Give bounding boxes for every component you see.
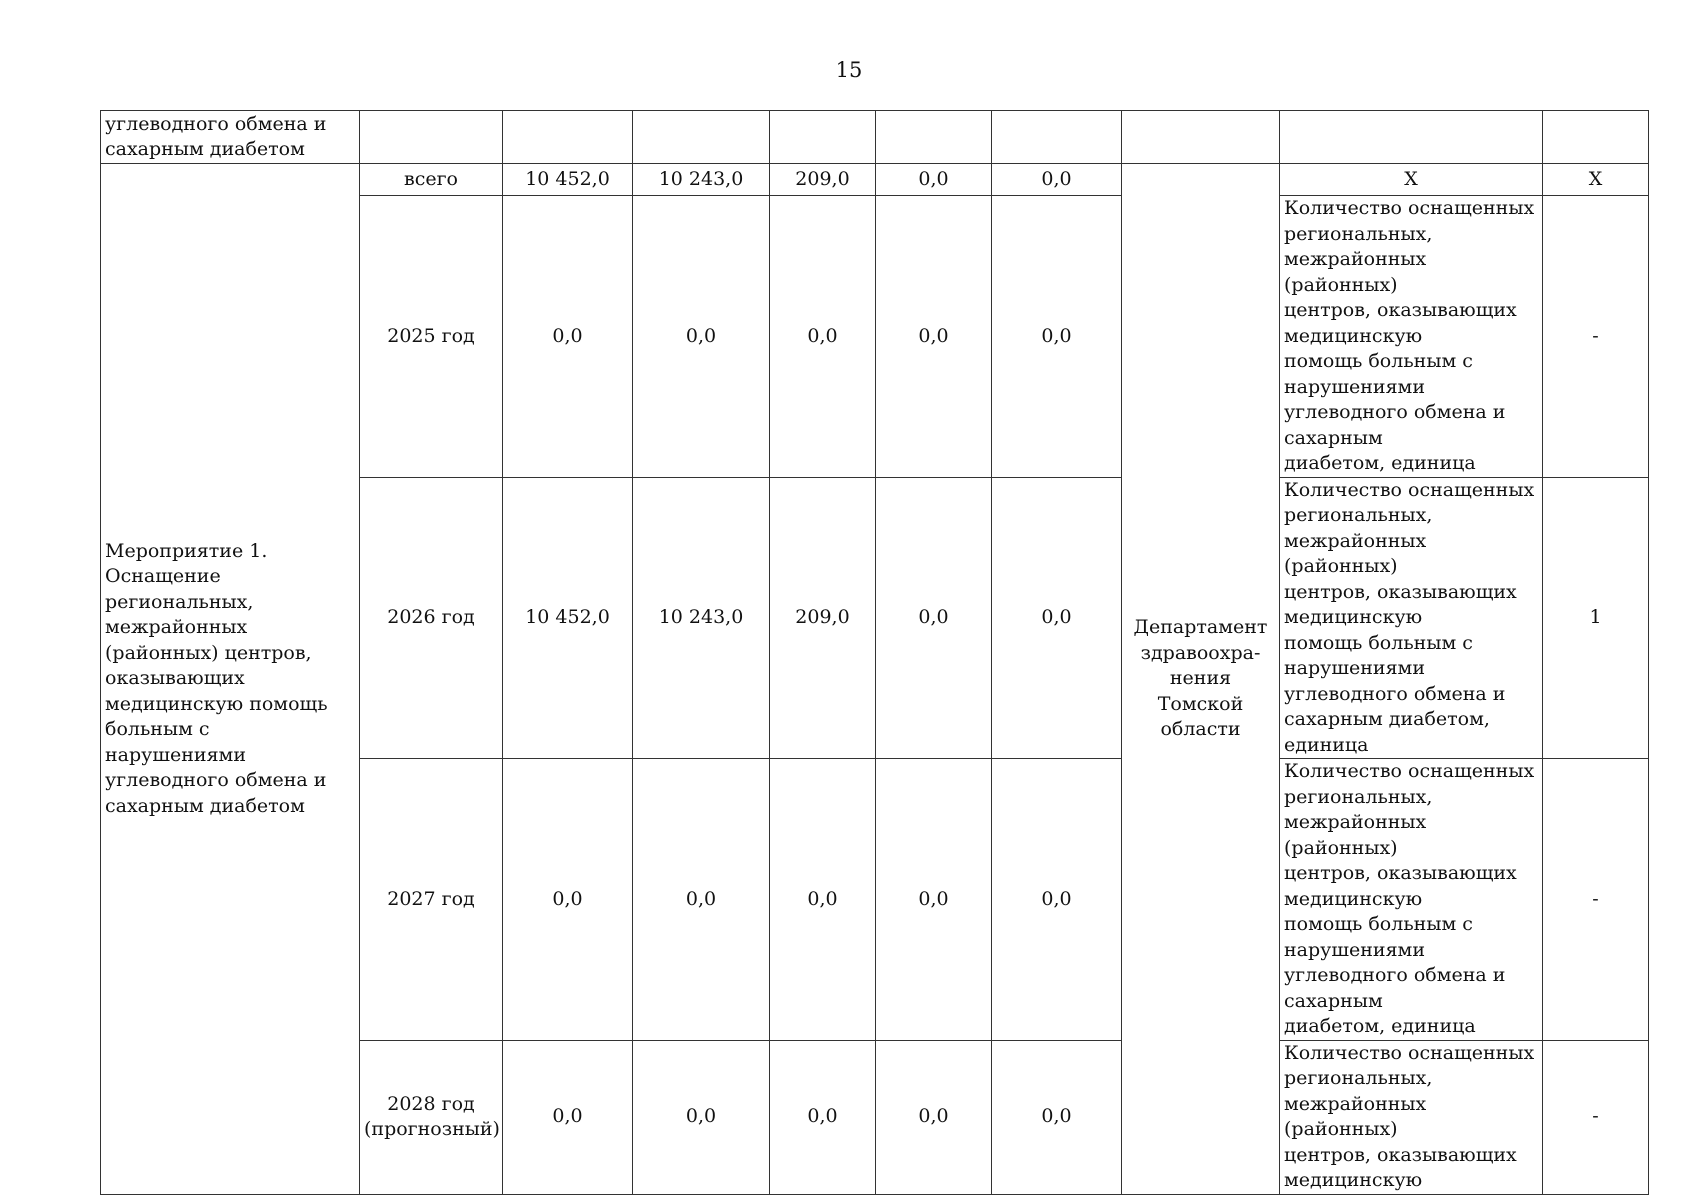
program-table — [100, 110, 1649, 1195]
value-cell: 209,0 — [770, 477, 876, 759]
period-cell: 2028 год (прогнозный) — [360, 1040, 503, 1194]
value-cell: 0,0 — [503, 1040, 633, 1194]
value-cell: 0,0 — [503, 759, 633, 1041]
value-cell: 209,0 — [770, 164, 876, 196]
value-cell: 0,0 — [770, 196, 876, 478]
empty-cell — [770, 111, 876, 164]
period-cell: 2025 год — [360, 196, 503, 478]
indicator-value-cell: - — [1543, 196, 1649, 478]
value-cell: 10 452,0 — [503, 477, 633, 759]
indicator-value-cell: - — [1543, 759, 1649, 1041]
period-cell: всего — [360, 164, 503, 196]
value-cell: 0,0 — [633, 196, 770, 478]
value-cell: 10 243,0 — [633, 477, 770, 759]
empty-cell — [360, 111, 503, 164]
empty-cell — [503, 111, 633, 164]
event-name-cell: Мероприятие 1. Оснащение региональных, межрайонных (районных) центров, оказывающих медицинскую помощь больным с нарушениями углеводного обмена и сахарным диабетом — [101, 164, 360, 1195]
value-cell: 0,0 — [633, 759, 770, 1041]
value-cell: 0,0 — [992, 164, 1122, 196]
empty-cell — [1280, 111, 1543, 164]
period-cell: 2027 год — [360, 759, 503, 1041]
continued-event-name: углеводного обмена и сахарным диабетом — [101, 111, 360, 164]
value-cell: 0,0 — [992, 759, 1122, 1041]
indicator-value-cell: Х — [1543, 164, 1649, 196]
empty-cell — [876, 111, 992, 164]
executor-cell: Департамент здравоохра-нения Томской области — [1122, 164, 1280, 1195]
indicator-value-cell: - — [1543, 1040, 1649, 1194]
continued-row — [101, 111, 1649, 164]
page-number: 15 — [835, 58, 863, 82]
value-cell: 10 243,0 — [633, 164, 770, 196]
value-cell: 0,0 — [992, 1040, 1122, 1194]
value-cell: 0,0 — [876, 196, 992, 478]
empty-cell — [633, 111, 770, 164]
value-cell: 0,0 — [876, 1040, 992, 1194]
value-cell: 0,0 — [770, 759, 876, 1041]
value-cell: 0,0 — [633, 1040, 770, 1194]
indicator-cell: Количество оснащенных региональных, межрайонных (районных) центров, оказывающих медицинскую помощь больным с нарушениями углеводного обмена и сахарным диабетом, единица — [1280, 759, 1543, 1041]
empty-cell — [1122, 111, 1280, 164]
total-row — [101, 164, 1649, 196]
value-cell: 0,0 — [876, 164, 992, 196]
value-cell: 0,0 — [992, 196, 1122, 478]
value-cell: 0,0 — [770, 1040, 876, 1194]
indicator-value-cell: 1 — [1543, 477, 1649, 759]
empty-cell — [992, 111, 1122, 164]
period-cell: 2026 год — [360, 477, 503, 759]
value-cell: 0,0 — [503, 196, 633, 478]
value-cell: 0,0 — [876, 477, 992, 759]
value-cell: 0,0 — [876, 759, 992, 1041]
indicator-cell: Х — [1280, 164, 1543, 196]
indicator-cell: Количество оснащенных региональных, межрайонных (районных) центров, оказывающих медицинскую помощь больным с нарушениями углеводного обмена и сахарным диабетом, единица — [1280, 196, 1543, 478]
value-cell: 0,0 — [992, 477, 1122, 759]
empty-cell — [1543, 111, 1649, 164]
indicator-cell: Количество оснащенных региональных, межрайонных (районных) центров, оказывающих медицинскую — [1280, 1040, 1543, 1194]
indicator-cell: Количество оснащенных региональных, межрайонных (районных) центров, оказывающих медицинскую помощь больным с нарушениями углеводного обмена и сахарным диабетом, единица — [1280, 477, 1543, 759]
value-cell: 10 452,0 — [503, 164, 633, 196]
